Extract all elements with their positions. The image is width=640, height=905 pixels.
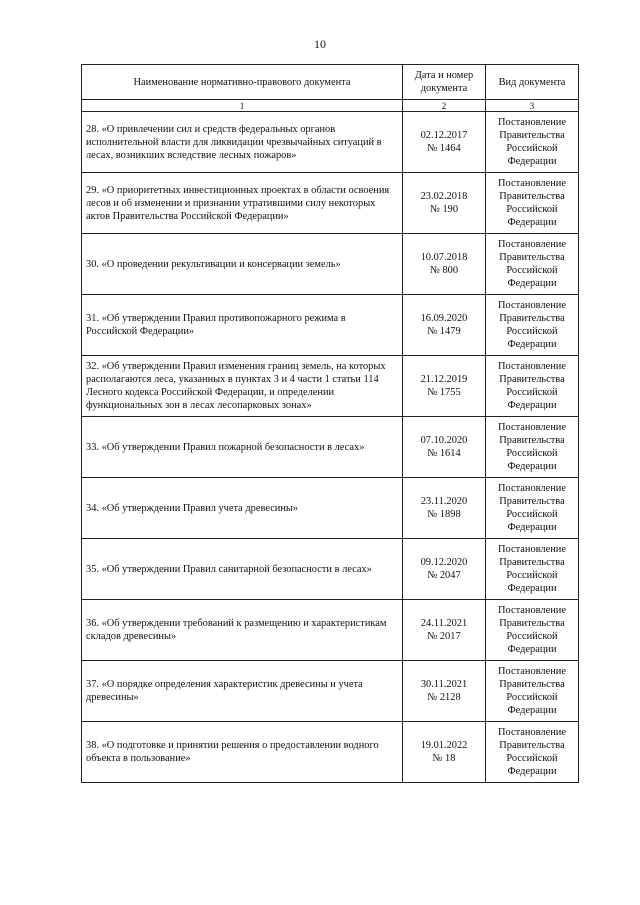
document-date: 24.11.2021 (420, 618, 468, 629)
document-name: 36. «Об утверждении требований к размещению и характеристикам складов древесины» (82, 600, 403, 661)
document-number: № 1464 (427, 143, 461, 154)
table-row (82, 478, 579, 539)
table-row (82, 112, 579, 173)
document-date: 07.10.2020 (420, 435, 468, 446)
document-name: 35. «Об утверждении Правил санитарной безопасности в лесах» (82, 539, 403, 600)
table-row (82, 173, 579, 234)
document-type: Постановление Правительства Российской Федерации (486, 173, 579, 234)
document-type: Постановление Правительства Российской Федерации (486, 295, 579, 356)
document-number: № 1479 (427, 326, 461, 337)
document-name: 33. «Об утверждении Правил пожарной безопасности в лесах» (82, 417, 403, 478)
column-number-2: 2 (403, 100, 486, 112)
document-type: Постановление Правительства Российской Федерации (486, 722, 579, 783)
document-date: 10.07.2018 (420, 252, 468, 263)
header-date-number: Дата и номер документа (403, 65, 486, 100)
document-name: 29. «О приоритетных инвестиционных проектах в области освоения лесов и об изменении и признании утратившими силу некоторых актов Правительства Российской Федерации» (82, 173, 403, 234)
document-date-number (403, 661, 486, 722)
table-row (82, 600, 579, 661)
document-date-number (403, 234, 486, 295)
table-row (82, 295, 579, 356)
document-type: Постановление Правительства Российской Федерации (486, 600, 579, 661)
page-number: 10 (314, 37, 326, 51)
document-type: Постановление Правительства Российской Федерации (486, 356, 579, 417)
document-date-number (403, 295, 486, 356)
document-number: № 18 (432, 753, 456, 764)
column-number-3: 3 (486, 100, 579, 112)
document-type: Постановление Правительства Российской Федерации (486, 539, 579, 600)
document-date-number (403, 478, 486, 539)
document-name: 32. «Об утверждении Правил изменения границ земель, на которых располагаются леса, указанных в пунктах 3 и 4 части 1 статьи 114 Лесного кодекса Российской Федерации, и определении функциональных зон в лесах лесопарковых зонах» (82, 356, 403, 417)
document-type: Постановление Правительства Российской Федерации (486, 661, 579, 722)
legal-documents-table (81, 64, 579, 783)
document-date: 23.02.2018 (420, 191, 468, 202)
document-date-number (403, 722, 486, 783)
document-type: Постановление Правительства Российской Федерации (486, 112, 579, 173)
document-date-number (403, 539, 486, 600)
document-name: 30. «О проведении рекультивации и консервации земель» (82, 234, 403, 295)
document-date: 19.01.2022 (420, 740, 468, 751)
table-row (82, 417, 579, 478)
document-date: 21.12.2019 (420, 374, 468, 385)
document-date: 16.09.2020 (420, 313, 468, 324)
document-type: Постановление Правительства Российской Федерации (486, 234, 579, 295)
table-row (82, 722, 579, 783)
document-number: № 2128 (427, 692, 461, 703)
document-date-number (403, 173, 486, 234)
document-number: № 1755 (427, 387, 461, 398)
document-type: Постановление Правительства Российской Федерации (486, 478, 579, 539)
document-name: 34. «Об утверждении Правил учета древесины» (82, 478, 403, 539)
document-date: 09.12.2020 (420, 557, 468, 568)
document-name: 28. «О привлечении сил и средств федеральных органов исполнительной власти для ликвидации чрезвычайных ситуаций в лесах, возникших вследствие лесных пожаров» (82, 112, 403, 173)
document-date-number (403, 417, 486, 478)
document-name: 38. «О подготовке и принятии решения о предоставлении водного объекта в пользование» (82, 722, 403, 783)
document-number: № 1614 (427, 448, 461, 459)
document-number: № 190 (429, 204, 459, 215)
table-header-row (82, 65, 579, 100)
document-number: № 800 (429, 265, 459, 276)
document-date-number (403, 112, 486, 173)
column-number-1: 1 (82, 100, 403, 112)
document-date: 30.11.2021 (420, 679, 468, 690)
document-number: № 2017 (427, 631, 461, 642)
document-name: 37. «О порядке определения характеристик древесины и учета древесины» (82, 661, 403, 722)
table-row (82, 539, 579, 600)
table-row (82, 661, 579, 722)
header-document-name: Наименование нормативно-правового документа (82, 65, 403, 100)
document-date: 23.11.2020 (420, 496, 468, 507)
column-number-row (82, 100, 579, 112)
document-type: Постановление Правительства Российской Федерации (486, 417, 579, 478)
header-document-type: Вид документа (486, 65, 579, 100)
document-name: 31. «Об утверждении Правил противопожарного режима в Российской Федерации» (82, 295, 403, 356)
table-row (82, 234, 579, 295)
document-date-number (403, 356, 486, 417)
document-number: № 1898 (427, 509, 461, 520)
document-date-number (403, 600, 486, 661)
document-date: 02.12.2017 (420, 130, 468, 141)
table-row (82, 356, 579, 417)
document-number: № 2047 (427, 570, 461, 581)
